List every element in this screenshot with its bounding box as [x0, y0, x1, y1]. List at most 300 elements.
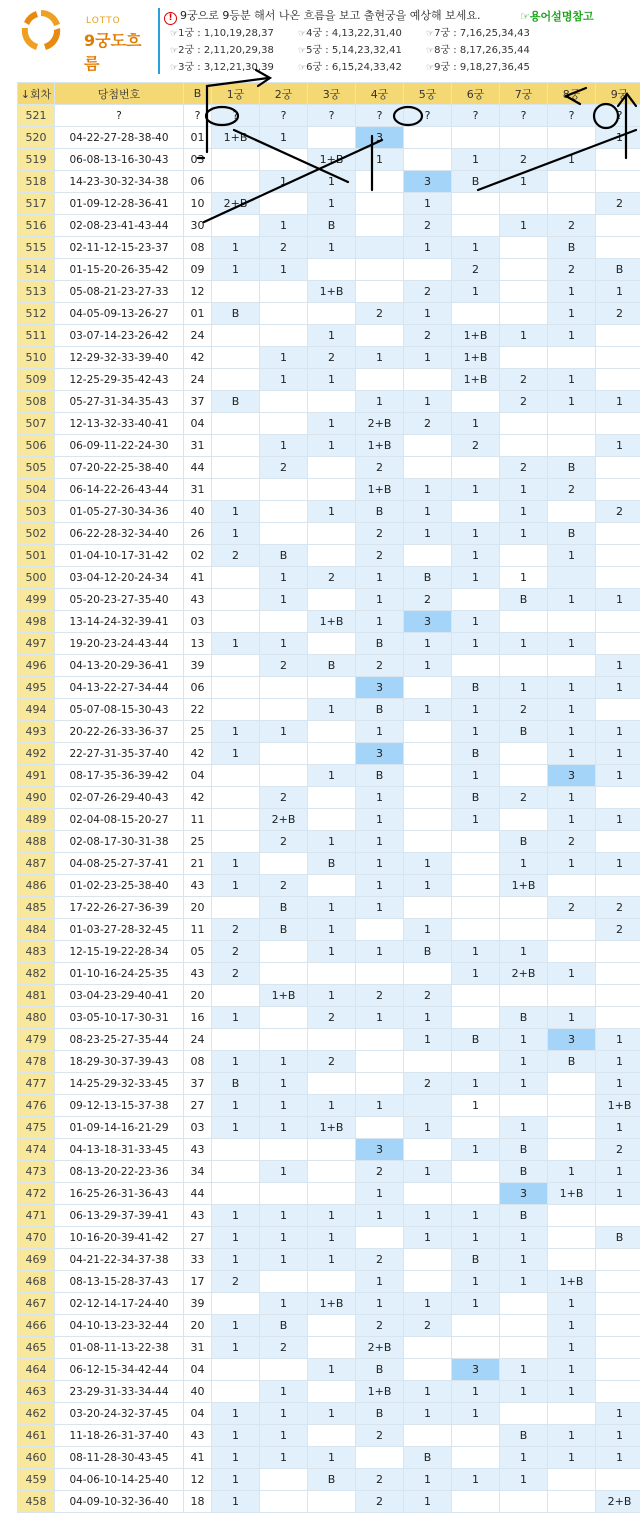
winning-numbers: 04-21-22-34-37-38 — [55, 1249, 184, 1271]
winning-numbers: 01-05-27-30-34-36 — [55, 501, 184, 523]
group-cell-7: 1 — [500, 523, 548, 545]
group-cell-7 — [500, 347, 548, 369]
round-number: 474 — [18, 1139, 55, 1161]
group-cell-7: 1 — [500, 1271, 548, 1293]
group-cell-5: 2 — [404, 281, 452, 303]
group-cell-3 — [308, 391, 356, 413]
group-cell-3: 1 — [308, 1205, 356, 1227]
group-cell-8 — [548, 1095, 596, 1117]
group-cell-8: 1 — [548, 1315, 596, 1337]
group-cell-1: 1 — [212, 633, 260, 655]
group-cell-1 — [212, 435, 260, 457]
group-cell-9 — [596, 413, 640, 435]
group-cell-7: 1 — [500, 1469, 548, 1491]
group-cell-2: 1 — [260, 347, 308, 369]
group-cell-9: 1 — [596, 1403, 640, 1425]
group-cell-7: 1 — [500, 1029, 548, 1051]
group-cell-7 — [500, 413, 548, 435]
group-cell-4: 3 — [356, 127, 404, 149]
winning-numbers: 10-16-20-39-41-42 — [55, 1227, 184, 1249]
group-cell-3 — [308, 457, 356, 479]
group-cell-4: 1 — [356, 853, 404, 875]
group-cell-8: 1 — [548, 1161, 596, 1183]
group-cell-4: 1 — [356, 787, 404, 809]
group-cell-2: ? — [260, 105, 308, 127]
group-cell-6: 1 — [452, 1073, 500, 1095]
group-cell-5: 1 — [404, 1117, 452, 1139]
bonus-number: 43 — [184, 1205, 212, 1227]
table-row — [18, 765, 640, 787]
group-cell-8: 1 — [548, 1337, 596, 1359]
table-row — [18, 1315, 640, 1337]
group-cell-9: 1 — [596, 1073, 640, 1095]
bonus-number: 04 — [184, 413, 212, 435]
group-cell-4: 1 — [356, 567, 404, 589]
group-cell-7 — [500, 1095, 548, 1117]
group-cell-8 — [548, 567, 596, 589]
group-cell-2: 1 — [260, 171, 308, 193]
round-number: 497 — [18, 633, 55, 655]
winning-numbers: 04-13-20-29-36-41 — [55, 655, 184, 677]
group-cell-2 — [260, 743, 308, 765]
group-cell-5: 1 — [404, 1293, 452, 1315]
group-cell-6 — [452, 897, 500, 919]
group-cell-5: 1 — [404, 1161, 452, 1183]
winning-numbers: 04-22-27-28-38-40 — [55, 127, 184, 149]
round-number: 516 — [18, 215, 55, 237]
group-cell-4: 3 — [356, 743, 404, 765]
group-cell-2: 1 — [260, 1073, 308, 1095]
group-cell-3 — [308, 545, 356, 567]
winning-numbers: 04-13-18-31-33-45 — [55, 1139, 184, 1161]
group-legend-5 — [298, 41, 402, 56]
group-cell-3: 1+B — [308, 1293, 356, 1315]
group-cell-1: 1 — [212, 1447, 260, 1469]
winning-numbers: 11-18-26-31-37-40 — [55, 1425, 184, 1447]
bonus-number: 04 — [184, 1403, 212, 1425]
group-cell-8: 1+B — [548, 1271, 596, 1293]
logo[interactable] — [16, 6, 146, 73]
group-cell-9 — [596, 1315, 640, 1337]
round-number: 504 — [18, 479, 55, 501]
column-header: 4궁 — [356, 83, 404, 105]
round-number: 460 — [18, 1447, 55, 1469]
group-cell-3 — [308, 809, 356, 831]
bonus-number: 18 — [184, 1491, 212, 1513]
group-cell-6: 1 — [452, 237, 500, 259]
bonus-number: 03 — [184, 1117, 212, 1139]
winning-numbers: 06-22-28-32-34-40 — [55, 523, 184, 545]
group-cell-7 — [500, 435, 548, 457]
group-cell-1: 1 — [212, 523, 260, 545]
winning-numbers: 06-14-22-26-43-44 — [55, 479, 184, 501]
group-cell-5: 2 — [404, 215, 452, 237]
group-cell-3 — [308, 787, 356, 809]
group-cell-2 — [260, 941, 308, 963]
group-cell-5: 2 — [404, 325, 452, 347]
winning-numbers: 16-25-26-31-36-43 — [55, 1183, 184, 1205]
group-cell-5: ? — [404, 105, 452, 127]
group-cell-1 — [212, 831, 260, 853]
group-cell-1: 1 — [212, 743, 260, 765]
group-cell-2 — [260, 677, 308, 699]
group-cell-9: 2 — [596, 897, 640, 919]
group-cell-1: 1 — [212, 1315, 260, 1337]
group-cell-7: 1 — [500, 853, 548, 875]
group-cell-2: 1 — [260, 1425, 308, 1447]
group-cell-9: 2 — [596, 919, 640, 941]
group-cell-5: 1 — [404, 699, 452, 721]
notice-text: 9궁으로 9등분 해서 나온 흐름을 보고 출현궁을 예상해 보세요. — [180, 9, 481, 22]
group-cell-8: 1 — [548, 303, 596, 325]
bonus-number: 44 — [184, 1183, 212, 1205]
group-cell-9: 1 — [596, 1447, 640, 1469]
winning-numbers: 05-20-23-27-35-40 — [55, 589, 184, 611]
group-cell-3 — [308, 1315, 356, 1337]
group-cell-3: 1 — [308, 765, 356, 787]
group-cell-5 — [404, 721, 452, 743]
table-row — [18, 875, 640, 897]
group-cell-1: 1 — [212, 259, 260, 281]
group-cell-6: 1 — [452, 765, 500, 787]
group-cell-2: 1 — [260, 1117, 308, 1139]
pointing-hand-icon: ☞ — [170, 46, 179, 56]
group-cell-3: 1+B — [308, 611, 356, 633]
group-cell-4: 2 — [356, 545, 404, 567]
group-cell-3 — [308, 963, 356, 985]
group-cell-9: ? — [596, 105, 640, 127]
group-legend-8 — [426, 41, 530, 56]
table-row — [18, 1337, 640, 1359]
group-cell-5: B — [404, 1447, 452, 1469]
bonus-number: 21 — [184, 853, 212, 875]
group-cell-2 — [260, 699, 308, 721]
column-header: B — [184, 83, 212, 105]
winning-numbers: 07-20-22-25-38-40 — [55, 457, 184, 479]
group-cell-6: 3 — [452, 1359, 500, 1381]
group-cell-2: 1 — [260, 633, 308, 655]
group-cell-2 — [260, 479, 308, 501]
group-cell-2 — [260, 1007, 308, 1029]
winning-numbers: 04-13-22-27-34-44 — [55, 677, 184, 699]
group-cell-9 — [596, 1293, 640, 1315]
group-cell-2: 1 — [260, 1227, 308, 1249]
table-body — [18, 105, 640, 1513]
group-cell-9 — [596, 633, 640, 655]
group-cell-3 — [308, 589, 356, 611]
winning-numbers: 08-23-25-27-35-44 — [55, 1029, 184, 1051]
group-cell-7 — [500, 545, 548, 567]
group-cell-3 — [308, 259, 356, 281]
column-header: 5궁 — [404, 83, 452, 105]
group-legend-3 — [170, 58, 274, 73]
group-cell-2: 1 — [260, 1447, 308, 1469]
group-cell-5: 1 — [404, 1029, 452, 1051]
group-cell-7: 1 — [500, 1073, 548, 1095]
group-cell-4: B — [356, 699, 404, 721]
table-row — [18, 1491, 640, 1513]
group-cell-5 — [404, 369, 452, 391]
round-number: 519 — [18, 149, 55, 171]
table-row — [18, 919, 640, 941]
group-cell-8: 1 — [548, 721, 596, 743]
group-cell-6: 1+B — [452, 347, 500, 369]
group-cell-6: 1 — [452, 1205, 500, 1227]
round-number: 470 — [18, 1227, 55, 1249]
group-cell-5 — [404, 743, 452, 765]
group-cell-1: 1 — [212, 1095, 260, 1117]
group-cell-3 — [308, 743, 356, 765]
round-number: 502 — [18, 523, 55, 545]
table-row — [18, 1117, 640, 1139]
round-number: 472 — [18, 1183, 55, 1205]
table-row — [18, 303, 640, 325]
group-cell-2: 1 — [260, 721, 308, 743]
group-cell-4 — [356, 215, 404, 237]
group-cell-7: 2+B — [500, 963, 548, 985]
group-cell-5: 1 — [404, 347, 452, 369]
group-cell-9: 1 — [596, 435, 640, 457]
group-cell-7: 1 — [500, 325, 548, 347]
group-cell-7: 2 — [500, 369, 548, 391]
group-cell-5 — [404, 1271, 452, 1293]
group-cell-2 — [260, 523, 308, 545]
group-cell-8: 2 — [548, 259, 596, 281]
round-number: 518 — [18, 171, 55, 193]
table-row — [18, 1139, 640, 1161]
bonus-number: 26 — [184, 523, 212, 545]
table-row — [18, 479, 640, 501]
table-row — [18, 809, 640, 831]
group-cell-7: 1 — [500, 1249, 548, 1271]
bonus-number: 03 — [184, 611, 212, 633]
table-row — [18, 897, 640, 919]
group-cell-2: 1 — [260, 1161, 308, 1183]
group-cell-9: 1 — [596, 1183, 640, 1205]
group-cell-9: 1 — [596, 677, 640, 699]
group-cell-2: 1 — [260, 1249, 308, 1271]
group-cell-9: B — [596, 259, 640, 281]
group-cell-7: ? — [500, 105, 548, 127]
group-legend-4 — [298, 24, 402, 39]
group-cell-1 — [212, 215, 260, 237]
group-cell-7: 1 — [500, 171, 548, 193]
group-cell-3: 1 — [308, 237, 356, 259]
group-cell-9 — [596, 831, 640, 853]
table-row — [18, 1403, 640, 1425]
group-cell-8: 1 — [548, 633, 596, 655]
group-cell-4: 1 — [356, 1183, 404, 1205]
group-cell-6 — [452, 501, 500, 523]
group-cell-1 — [212, 1381, 260, 1403]
winning-numbers: 08-13-15-28-37-43 — [55, 1271, 184, 1293]
column-header: 당첨번호 — [55, 83, 184, 105]
group-cell-3: 1 — [308, 919, 356, 941]
group-cell-3 — [308, 1271, 356, 1293]
winning-numbers: 12-15-19-22-28-34 — [55, 941, 184, 963]
table-row — [18, 1381, 640, 1403]
group-cell-5: 1 — [404, 1469, 452, 1491]
winning-numbers: 02-12-14-17-24-40 — [55, 1293, 184, 1315]
group-cell-6: 1 — [452, 1095, 500, 1117]
group-cell-7 — [500, 985, 548, 1007]
group-cell-3: 1 — [308, 1249, 356, 1271]
group-cell-3: B — [308, 1469, 356, 1491]
group-cell-5: 1 — [404, 1491, 452, 1513]
group-cell-1: 1 — [212, 1425, 260, 1447]
group-legend-6 — [298, 58, 402, 73]
bonus-number: 24 — [184, 325, 212, 347]
group-cell-8 — [548, 413, 596, 435]
group-cell-8: 1 — [548, 589, 596, 611]
table-row — [18, 831, 640, 853]
bonus-number: 24 — [184, 1029, 212, 1051]
group-cell-8: 1 — [548, 281, 596, 303]
group-cell-8: 1 — [548, 787, 596, 809]
group-cell-9 — [596, 985, 640, 1007]
group-cell-3: 1 — [308, 171, 356, 193]
group-cell-5: B — [404, 941, 452, 963]
group-cell-2: 1 — [260, 1293, 308, 1315]
group-cell-9 — [596, 347, 640, 369]
round-number: 480 — [18, 1007, 55, 1029]
group-cell-6: 2 — [452, 259, 500, 281]
group-cell-4: 2 — [356, 655, 404, 677]
group-cell-6: 1 — [452, 941, 500, 963]
group-cell-7 — [500, 1491, 548, 1513]
group-cell-2: B — [260, 897, 308, 919]
table-row — [18, 985, 640, 1007]
table-row — [18, 457, 640, 479]
column-header[interactable]: ↓회차 — [18, 83, 55, 105]
logo-title: 9궁도흐름 — [84, 31, 142, 73]
pointing-hand-icon: ☞ — [426, 63, 435, 73]
table-row — [18, 347, 640, 369]
group-cell-1 — [212, 765, 260, 787]
round-number: 507 — [18, 413, 55, 435]
group-cell-9 — [596, 1469, 640, 1491]
group-cell-9 — [596, 1337, 640, 1359]
bonus-number: 01 — [184, 303, 212, 325]
winning-numbers: 04-08-25-27-37-41 — [55, 853, 184, 875]
group-cell-5: 1 — [404, 391, 452, 413]
winning-numbers: 03-05-10-17-30-31 — [55, 1007, 184, 1029]
group-cell-3: 1 — [308, 1403, 356, 1425]
table-row — [18, 1007, 640, 1029]
bonus-number: 31 — [184, 435, 212, 457]
pointing-hand-icon: ☞ — [298, 46, 307, 56]
bonus-number: 43 — [184, 963, 212, 985]
round-number: 490 — [18, 787, 55, 809]
winning-numbers: 01-02-23-25-38-40 — [55, 875, 184, 897]
table-row — [18, 743, 640, 765]
group-cell-2: 2 — [260, 655, 308, 677]
group-cell-1 — [212, 149, 260, 171]
group-cell-5: B — [404, 567, 452, 589]
group-cell-7 — [500, 1293, 548, 1315]
logo-subtitle: LOTTO — [86, 16, 121, 26]
group-cell-3: B — [308, 215, 356, 237]
group-legend-text: 2궁 : 2,11,20,29,38 — [178, 45, 274, 56]
bonus-number: 09 — [184, 259, 212, 281]
round-number: 462 — [18, 1403, 55, 1425]
group-cell-6 — [452, 215, 500, 237]
bonus-number: 39 — [184, 655, 212, 677]
group-cell-7 — [500, 1315, 548, 1337]
bonus-number: 25 — [184, 721, 212, 743]
round-number: 463 — [18, 1381, 55, 1403]
group-cell-9 — [596, 941, 640, 963]
bonus-number: 10 — [184, 193, 212, 215]
group-cell-1 — [212, 369, 260, 391]
group-cell-8 — [548, 435, 596, 457]
group-cell-7 — [500, 303, 548, 325]
group-cell-4: 1 — [356, 391, 404, 413]
group-cell-9 — [596, 457, 640, 479]
group-cell-9: 1 — [596, 743, 640, 765]
group-cell-2: B — [260, 1315, 308, 1337]
round-number: 505 — [18, 457, 55, 479]
group-cell-1 — [212, 479, 260, 501]
group-cell-9 — [596, 1271, 640, 1293]
group-cell-7 — [500, 655, 548, 677]
group-cell-1: B — [212, 303, 260, 325]
winning-numbers: 19-20-23-24-43-44 — [55, 633, 184, 655]
round-number: 499 — [18, 589, 55, 611]
group-cell-7: B — [500, 721, 548, 743]
group-cell-5: 2 — [404, 1315, 452, 1337]
group-cell-5 — [404, 545, 452, 567]
group-cell-8 — [548, 985, 596, 1007]
group-cell-5 — [404, 677, 452, 699]
group-cell-1 — [212, 677, 260, 699]
group-cell-7 — [500, 259, 548, 281]
group-cell-3 — [308, 1425, 356, 1447]
table-row — [18, 721, 640, 743]
group-cell-1 — [212, 1359, 260, 1381]
group-cell-3: 1+B — [308, 281, 356, 303]
group-cell-8: 1 — [548, 809, 596, 831]
group-cell-2 — [260, 501, 308, 523]
group-cell-4: 2 — [356, 1161, 404, 1183]
table-row — [18, 391, 640, 413]
winning-numbers: 03-20-24-32-37-45 — [55, 1403, 184, 1425]
table-row — [18, 1029, 640, 1051]
group-cell-1: 1 — [212, 1337, 260, 1359]
help-link[interactable]: ☞용어설명참고 — [520, 10, 594, 23]
group-cell-8: 1 — [548, 1381, 596, 1403]
winning-numbers: 02-07-26-29-40-43 — [55, 787, 184, 809]
bonus-number: 13 — [184, 633, 212, 655]
table-row — [18, 281, 640, 303]
group-cell-6 — [452, 589, 500, 611]
group-cell-7: B — [500, 1139, 548, 1161]
group-cell-5: 1 — [404, 501, 452, 523]
bonus-number: 08 — [184, 237, 212, 259]
group-cell-9: 1 — [596, 589, 640, 611]
group-cell-7: 1 — [500, 567, 548, 589]
group-cell-6 — [452, 303, 500, 325]
round-number: 468 — [18, 1271, 55, 1293]
group-cell-2 — [260, 611, 308, 633]
group-cell-3: 1 — [308, 193, 356, 215]
winning-numbers: 06-12-15-34-42-44 — [55, 1359, 184, 1381]
round-number: 498 — [18, 611, 55, 633]
group-cell-4: 1 — [356, 941, 404, 963]
group-cell-1 — [212, 787, 260, 809]
table-row — [18, 105, 640, 127]
group-cell-9 — [596, 479, 640, 501]
